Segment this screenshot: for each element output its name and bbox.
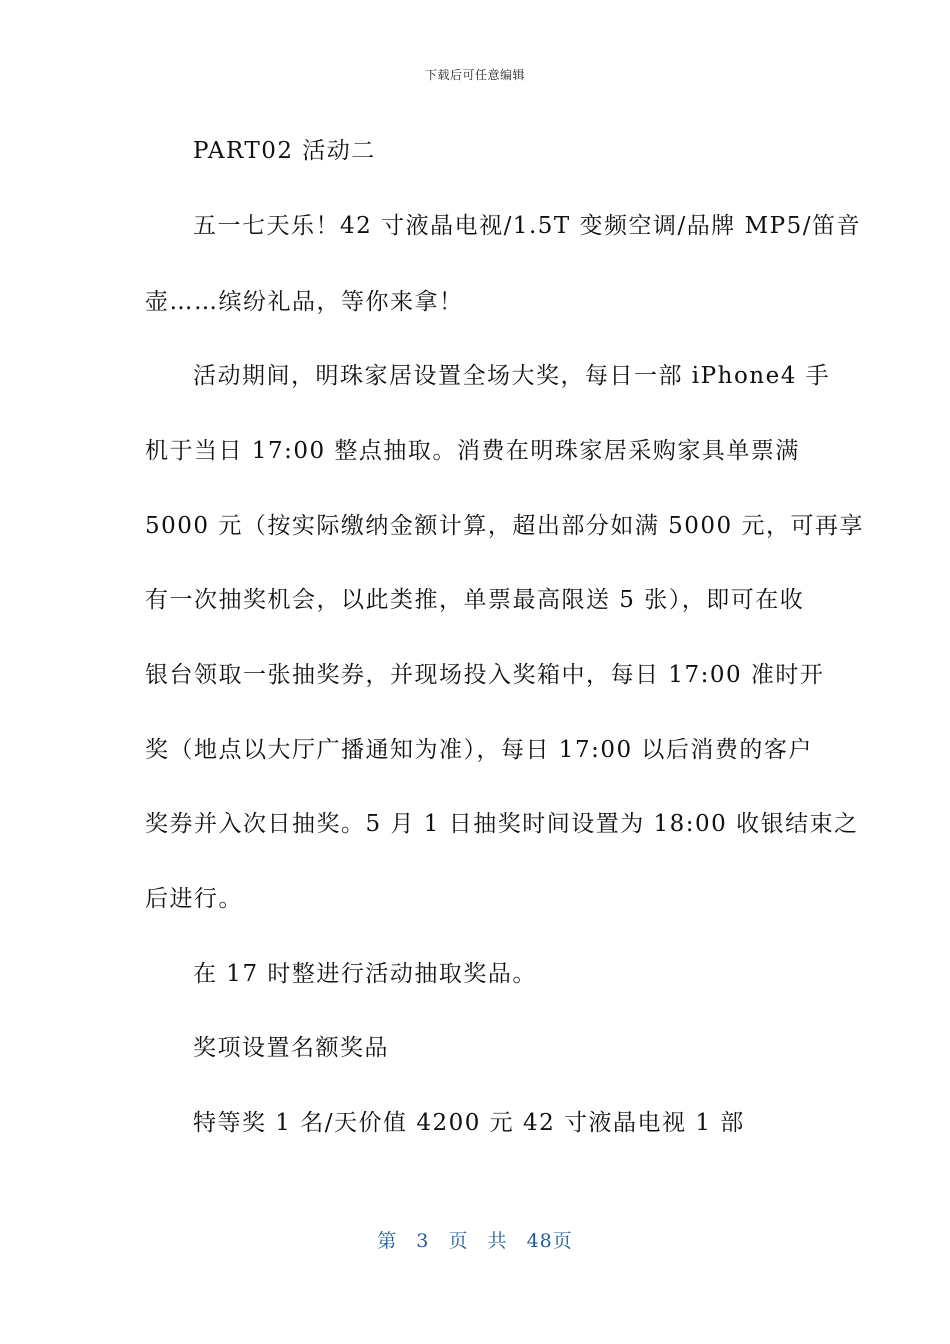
paragraph-line: 后进行。 <box>145 886 243 912</box>
footer-page-label: 第 <box>377 1230 398 1252</box>
paragraph-line: 5000 元（按实际缴纳金额计算，超出部分如满 5000 元，可再享 <box>145 513 864 539</box>
footer-current-page: 3 <box>416 1230 430 1252</box>
page-footer <box>0 1226 950 1253</box>
paragraph-line: 壶……缤纷礼品，等你来拿！ <box>145 289 464 315</box>
footer-page-unit: 页 <box>448 1230 469 1252</box>
paragraph-line: 奖项设置名额奖品 <box>193 1035 389 1061</box>
paragraph-line: 特等奖 1 名/天价值 4200 元 42 寸液晶电视 1 部 <box>193 1110 745 1136</box>
footer-total-label: 共 <box>487 1230 508 1252</box>
paragraph-line: 机于当日 17:00 整点抽取。消费在明珠家居采购家具单票满 <box>145 438 800 464</box>
paragraph-line: 活动期间，明珠家居设置全场大奖，每日一部 iPhone4 手 <box>193 363 831 389</box>
paragraph-line: 五一七天乐！42 寸液晶电视/1.5T 变频空调/品牌 MP5/笛音 <box>193 213 862 239</box>
paragraph-line: 在 17 时整进行活动抽取奖品。 <box>193 961 537 987</box>
section-heading: PART02 活动二 <box>193 138 376 164</box>
header-note: 下载后可任意编辑 <box>424 68 525 82</box>
paragraph-line: 有一次抽奖机会，以此类推，单票最高限送 5 张），即可在收 <box>145 587 805 613</box>
paragraph-line: 银台领取一张抽奖券，并现场投入奖箱中，每日 17:00 准时开 <box>145 662 825 688</box>
paragraph-line: 奖券并入次日抽奖。5 月 1 日抽奖时间设置为 18:00 收银结束之 <box>145 811 859 837</box>
paragraph-line: 奖（地点以大厅广播通知为准），每日 17:00 以后消费的客户 <box>145 737 813 763</box>
footer-total-pages: 48页 <box>526 1230 573 1252</box>
